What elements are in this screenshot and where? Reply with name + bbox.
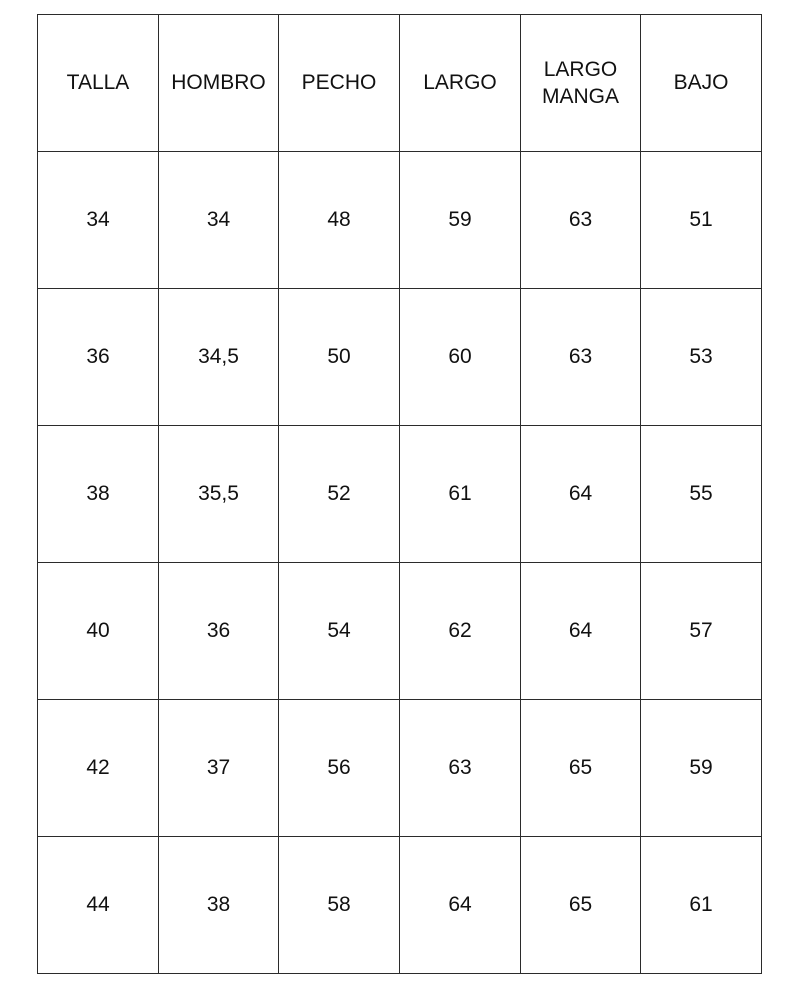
cell-pecho: 52 bbox=[279, 426, 400, 563]
cell-pecho: 56 bbox=[279, 700, 400, 837]
table-header bbox=[38, 15, 762, 152]
header-talla bbox=[38, 15, 159, 152]
cell-talla: 42 bbox=[38, 700, 159, 837]
cell-talla: 34 bbox=[38, 152, 159, 289]
cell-bajo: 57 bbox=[641, 563, 762, 700]
table-row bbox=[38, 700, 762, 837]
header-largo bbox=[400, 15, 521, 152]
header-largo-manga bbox=[521, 15, 641, 152]
header-row bbox=[38, 15, 762, 152]
cell-bajo: 61 bbox=[641, 837, 762, 974]
cell-pecho: 50 bbox=[279, 289, 400, 426]
cell-talla: 44 bbox=[38, 837, 159, 974]
cell-largo-manga: 65 bbox=[521, 837, 641, 974]
table-row bbox=[38, 426, 762, 563]
cell-largo: 64 bbox=[400, 837, 521, 974]
cell-largo-manga: 63 bbox=[521, 152, 641, 289]
header-pecho bbox=[279, 15, 400, 152]
cell-pecho: 58 bbox=[279, 837, 400, 974]
header-hombro-label: HOMBRO bbox=[171, 71, 266, 95]
cell-hombro: 36 bbox=[159, 563, 279, 700]
cell-bajo: 53 bbox=[641, 289, 762, 426]
cell-pecho: 54 bbox=[279, 563, 400, 700]
cell-talla: 36 bbox=[38, 289, 159, 426]
table-row bbox=[38, 563, 762, 700]
header-bajo-label: BAJO bbox=[673, 71, 729, 95]
header-hombro bbox=[159, 15, 279, 152]
header-largo-manga-line2: MANGA bbox=[541, 85, 619, 108]
cell-bajo: 55 bbox=[641, 426, 762, 563]
cell-largo: 60 bbox=[400, 289, 521, 426]
cell-largo: 59 bbox=[400, 152, 521, 289]
cell-largo-manga: 65 bbox=[521, 700, 641, 837]
cell-talla: 38 bbox=[38, 426, 159, 563]
size-chart-table bbox=[37, 14, 762, 974]
header-largo-manga-line1: LARGO bbox=[543, 57, 618, 81]
cell-hombro: 37 bbox=[159, 700, 279, 837]
cell-hombro: 38 bbox=[159, 837, 279, 974]
table-row bbox=[38, 152, 762, 289]
cell-largo-manga: 64 bbox=[521, 426, 641, 563]
header-largo-label: LARGO bbox=[423, 71, 497, 95]
cell-hombro: 34 bbox=[159, 152, 279, 289]
cell-pecho: 48 bbox=[279, 152, 400, 289]
header-bajo bbox=[641, 15, 762, 152]
cell-largo: 62 bbox=[400, 563, 521, 700]
cell-hombro: 34,5 bbox=[159, 289, 279, 426]
table-body bbox=[38, 152, 762, 974]
cell-largo: 61 bbox=[400, 426, 521, 563]
cell-largo: 63 bbox=[400, 700, 521, 837]
cell-bajo: 59 bbox=[641, 700, 762, 837]
table-row bbox=[38, 289, 762, 426]
cell-largo-manga: 63 bbox=[521, 289, 641, 426]
cell-talla: 40 bbox=[38, 563, 159, 700]
cell-bajo: 51 bbox=[641, 152, 762, 289]
cell-hombro: 35,5 bbox=[159, 426, 279, 563]
header-talla-label: TALLA bbox=[66, 71, 130, 95]
table-row bbox=[38, 837, 762, 974]
cell-largo-manga: 64 bbox=[521, 563, 641, 700]
header-pecho-label: PECHO bbox=[301, 71, 377, 95]
